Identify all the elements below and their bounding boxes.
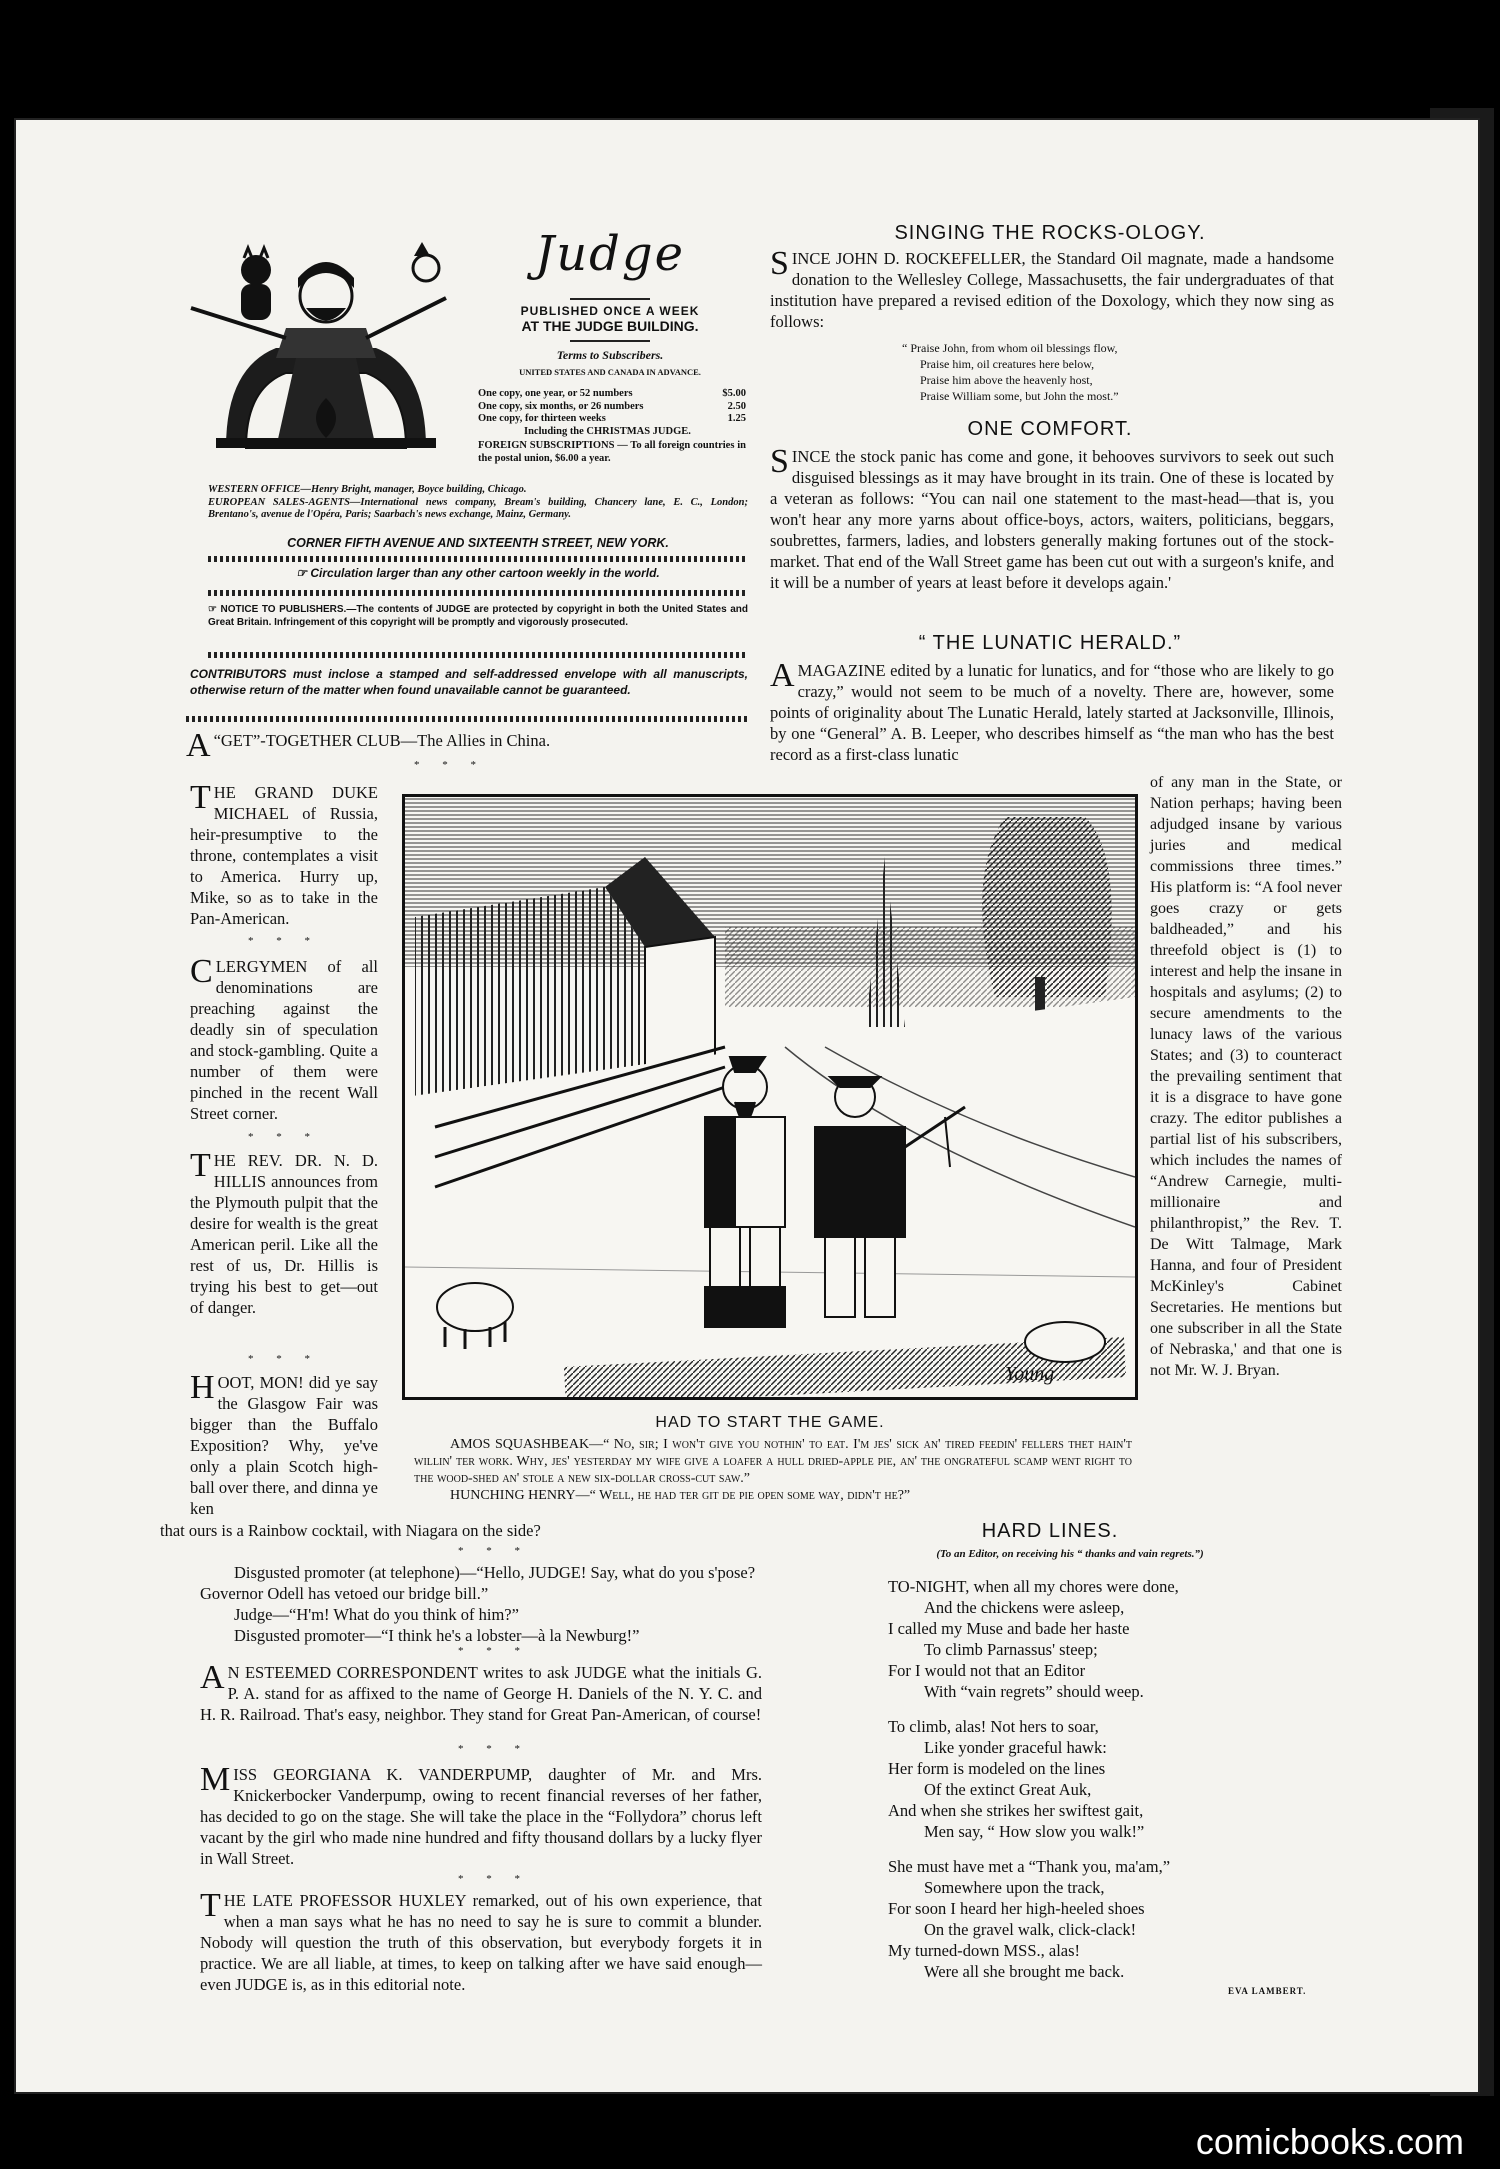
poem-line: For I would not that an Editor — [888, 1661, 1086, 1680]
caption-line: AMOS SQUASHBEAK—“ No, sir; I won't give you nothin' to eat. I'm jes' sick an' tired feedin' fellers thet hain't willin' ter work. Why, jes' yesterday my wife give a loafer a hull dried-apple pie, an' the ongrateful scamp went right to the wood-shed an' stole a new six-dollar cross-cut saw.” — [414, 1437, 1132, 1486]
poem-line: And when she strikes her swiftest gait, — [888, 1801, 1144, 1820]
cartoon-caption — [414, 1436, 1132, 1504]
rate-row — [478, 413, 746, 426]
verse-line: Praise him above the heavenly host, — [920, 373, 1093, 387]
doxology-verse — [902, 340, 1222, 404]
drop-cap: T — [200, 1887, 221, 1924]
poem-line: She must have met a “Thank you, ma'am,” — [888, 1857, 1171, 1876]
verse-line: “ Praise John, from whom oil blessings flow, — [902, 341, 1118, 355]
poem-line: On the gravel walk, click-clack! — [924, 1920, 1137, 1939]
terms-title: Terms to Subscribers. — [556, 348, 664, 362]
drop-cap: S — [770, 245, 789, 282]
notice-to-publishers — [208, 604, 748, 629]
drop-cap: T — [190, 779, 211, 816]
poem-line: For soon I heard her high-heeled shoes — [888, 1899, 1145, 1918]
judge-logo — [520, 226, 700, 282]
singing-body: INCE JOHN D. ROCKEFELLER, the Standard Oil magnate, made a handsome donation to the Wellesley College, Massachusetts, the fair undergraduates of that institution have prepared a revised edition of the Doxology, which they now sing as follows: — [770, 249, 1334, 331]
rate-price: 1.25 — [727, 413, 746, 424]
lunatic-article-top — [770, 657, 1334, 765]
club-heading-text: “GET”-TOGETHER CLUB—The Allies in China. — [213, 731, 551, 750]
advance-line: UNITED STATES AND CANADA IN ADVANCE. — [519, 367, 701, 377]
miss-article — [200, 1761, 762, 1869]
rate-row — [478, 401, 746, 414]
club-item-text: LERGYMEN of all denominations are preaching against the deadly sin of speculation and stock-gambling. Quite a number of them were pinched in the recent Wall Street corner. — [190, 957, 378, 1123]
rates-table — [478, 388, 746, 465]
circulation-line — [208, 566, 748, 580]
wavy-rule — [186, 716, 748, 722]
cartoon-drawing — [405, 797, 1135, 1397]
cartoon-signature: Young — [1005, 1363, 1055, 1385]
separator-stars: * * * — [248, 1131, 320, 1143]
poem-author: EVA LAMBERT. — [1228, 1986, 1307, 1996]
caption-line: HUNCHING HENRY—“ Well, he had ter git de pie open some way, didn't he?” — [450, 1488, 911, 1503]
poem-line: Men say, “ How slow you walk!” — [924, 1822, 1145, 1841]
drop-cap: M — [200, 1761, 231, 1798]
poem-line: TO-NIGHT, when all my chores were done, — [888, 1577, 1179, 1596]
poem-line: To climb Parnassus' steep; — [924, 1640, 1098, 1659]
pointing-hand-icon: ☞ — [208, 604, 221, 615]
separator-stars: * * * — [458, 1545, 530, 1557]
hardlines-title: HARD LINES. — [981, 1520, 1119, 1542]
club-item — [190, 1147, 378, 1318]
separator-stars: * * * — [414, 759, 486, 771]
separator-stars: * * * — [458, 1743, 530, 1755]
cartoon-illustration — [402, 794, 1138, 1400]
poem-line: My turned-down MSS., alas! — [888, 1941, 1081, 1960]
club-item-text: HE GRAND DUKE MICHAEL of Russia, heir-presumptive to the throne, contemplates a visit to America. Hurry up, Mike, so as to take in the Pan-American. — [190, 783, 378, 928]
contributors-notice: CONTRIBUTORS must inclose a stamped and self-addressed envelope with all manuscripts, otherwise return of the matter when found unavailable cannot be guaranteed. — [190, 667, 748, 697]
rate-label: One copy, for thirteen weeks — [478, 413, 606, 424]
poem-line: To climb, alas! Not hers to soar, — [888, 1717, 1099, 1736]
wavy-rule — [208, 590, 748, 596]
drop-cap: H — [190, 1369, 215, 1406]
wavy-rule — [208, 556, 748, 562]
dialogue-line: Disgusted promoter (at telephone)—“Hello, JUDGE! Say, what do you s'pose? Governor Odell has vetoed our bridge bill.” — [200, 1563, 756, 1603]
masthead-info — [470, 298, 750, 377]
poem-line: I called my Muse and bade her haste — [888, 1619, 1130, 1638]
wavy-rule — [208, 652, 748, 658]
hardlines-poem — [888, 1576, 1328, 1982]
rate-label: One copy, one year, or 52 numbers — [478, 388, 633, 399]
drop-cap: A — [200, 1659, 225, 1696]
western-office-text: WESTERN OFFICE—Henry Bright, manager, Boyce building, Chicago. — [208, 484, 527, 495]
separator-stars: * * * — [458, 1645, 530, 1657]
club-item-text: HE REV. DR. N. D. HILLIS announces from the Plymouth pulpit that the desire for wealth is the great American peril. Like all the rest of us, Dr. Hillis is trying his best to get—out of danger. — [190, 1151, 378, 1317]
club-heading — [186, 727, 726, 764]
separator-stars: * * * — [248, 1353, 320, 1365]
dialogue-line: Disgusted promoter—“I think he's a lobster—à la Newburg!” — [234, 1626, 640, 1645]
huxley-article — [200, 1887, 762, 1995]
club-item — [190, 1369, 378, 1519]
poem-line: Her form is modeled on the lines — [888, 1759, 1106, 1778]
european-agents: EUROPEAN SALES-AGENTS—International news company, Bream's building, Chancery lane, E. C., London; Brentano's, avenue de l'Opéra, Paris; Saarbach's news exchange, Mainz, Germany. — [208, 496, 748, 520]
published-line: PUBLISHED ONCE A WEEK — [520, 304, 700, 318]
judge-logo-text: Judge — [534, 226, 685, 282]
verse-line: Praise him, oil creatures here below, — [920, 357, 1095, 371]
rate-row — [478, 388, 746, 401]
drop-cap: C — [190, 953, 213, 990]
lunatic-article-column: of any man in the State, or Nation perhaps; having been adjudged insane by various juries and medical commissions three times.” His platform is: “A fool never goes crazy or gets baldheaded,” and his threefold object is (1) to interest and help the insane in hospitals and asylums; (2) to secure amendments to the lunacy laws of the various States; and (3) to counteract the prevailing sentiment that it is a disgrace to have gone crazy. The editor publishes a partial list of his subscribers, which includes the names of “Andrew Carnegie, multi-millionaire and philanthropist,” the Rev. T. De Witt Talmage, Mark Hanna, and four of President McKinley's Cabinet Secretaries. He mentions but one subscriber in all the State of Nebraska,' and that one is not Mr. W. J. Bryan. — [1150, 774, 1342, 1379]
comfort-title: ONE COMFORT. — [967, 418, 1133, 440]
rate-price: $5.00 — [722, 388, 746, 399]
poem-stanza — [888, 1716, 1328, 1842]
poem-line: Of the extinct Great Auk, — [924, 1780, 1092, 1799]
building-line: AT THE JUDGE BUILDING. — [521, 318, 699, 334]
western-office — [208, 484, 748, 522]
drop-cap: A — [186, 727, 211, 764]
poem-line: With “vain regrets” should weep. — [924, 1682, 1144, 1701]
singing-article — [770, 245, 1334, 332]
cartoon-title: HAD TO START THE GAME. — [655, 1414, 885, 1431]
dialogue-line: Judge—“H'm! What do you think of him?” — [234, 1605, 519, 1624]
drop-cap: T — [190, 1147, 211, 1184]
esteemed-article — [200, 1659, 762, 1725]
poem-stanza — [888, 1856, 1328, 1982]
hardlines-subtitle: (To an Editor, on receiving his “ thanks and vain regrets.”) — [936, 1548, 1204, 1560]
singing-title: SINGING THE ROCKS-OLOGY. — [894, 222, 1206, 244]
separator-stars: * * * — [248, 935, 320, 947]
club-item-text: OOT, MON! did ye say the Glasgow Fair was bigger than the Buffalo Exposition? Why, ye've only a plain Scotch high-ball over there, and dinna ye ken — [190, 1373, 378, 1518]
club-item — [190, 779, 378, 929]
poem-line: Like yonder graceful hawk: — [924, 1738, 1107, 1757]
comfort-article — [770, 443, 1334, 593]
poem-line: Were all she brought me back. — [924, 1962, 1125, 1981]
rate-label: One copy, six months, or 26 numbers — [478, 400, 644, 412]
pointing-hand-icon: ☞ — [296, 566, 311, 580]
notice-text: NOTICE TO PUBLISHERS.—The contents of JUDGE are protected by copyright in both the United States and Great Britain. Infringement of this copyright will be promptly and vigorously prosecuted. — [208, 604, 748, 628]
address-line: CORNER FIFTH AVENUE AND SIXTEENTH STREET, NEW YORK. — [287, 536, 669, 550]
foreign-subscriptions: FOREIGN SUBSCRIPTIONS — To all foreign countries in the postal union, $6.00 a year. — [478, 440, 746, 464]
comfort-body: INCE the stock panic has come and gone, it behooves survivors to seek out such disguised blessings as it may have brought in its train. One of these is located by a veteran as follows: “You can nail one statement to the mast-head—that is, you won't hear any more yarns about office-boys, actors, waiters, politicians, beggars, soubrettes, farmers, ladies, and lobsters generally making fortunes out of the stock-market. That end of the Wall Street game has been cut out with a surgeon's knife, and it will be a number of years at least before it develops again.' — [770, 447, 1334, 592]
drop-cap: S — [770, 443, 789, 480]
verse-line: Praise William some, but John the most.” — [920, 389, 1119, 403]
lunatic-body-top: MAGAZINE edited by a lunatic for lunatics, and for “those who are likely to go crazy,” would not seem to be much of a novelty. There are, however, some points of originality about The Lunatic Herald, lately started at Jacksonville, Illinois, by one “General” A. B. Leeper, who describes himself as “the man who has the best record as a first-class lunatic — [770, 661, 1334, 764]
christmas-line: Including the CHRISTMAS JUDGE. — [524, 425, 691, 437]
circulation-text: Circulation larger than any other cartoon weekly in the world. — [310, 566, 660, 580]
lunatic-title: “ THE LUNATIC HERALD.” — [918, 632, 1182, 654]
hoot-continuation: that ours is a Rainbow cocktail, with Niagara on the side? — [160, 1521, 541, 1540]
separator-stars: * * * — [458, 1873, 530, 1885]
watermark: comicbooks.com — [1195, 2121, 1464, 2162]
miss-text: ISS GEORGIANA K. VANDERPUMP, daughter of Mr. and Mrs. Knickerbocker Vanderpump, owing to recent financial reverses of her father, has decided to go on the stage. She will take the place in the “Follydora” chorus left vacant by the girl who made nine hundred and fifty thousand dollars by a lucky flyer in Wall Street. — [200, 1765, 762, 1868]
huxley-text: HE LATE PROFESSOR HUXLEY remarked, out of his own experience, that when a man says what he has no need to say he is sure to commit a blunder. Nobody will question the truth of this observation, but everybody forgets it in practice. We are all liable, at times, to keep on talking after we have said enough—even JUDGE is, as in this editorial note. — [200, 1891, 762, 1994]
poem-stanza — [888, 1576, 1328, 1702]
poem-line: Somewhere upon the track, — [924, 1878, 1105, 1897]
drop-cap: A — [770, 657, 795, 694]
rule — [570, 340, 650, 342]
poem-line: And the chickens were asleep, — [924, 1598, 1125, 1617]
promoter-dialogue — [200, 1562, 770, 1646]
esteemed-text: N ESTEEMED CORRESPONDENT writes to ask JUDGE what the initials G. P. A. stand for as affixed to the name of George H. Daniels of the N. Y. C. and H. R. Railroad. That's easy, neighbor. They stand for Great Pan-American, of course! — [200, 1663, 762, 1724]
rate-price: 2.50 — [727, 400, 746, 412]
club-item — [190, 953, 378, 1124]
judge-figure-icon — [186, 238, 466, 462]
masthead-illustration — [186, 238, 466, 462]
rule — [570, 298, 650, 300]
